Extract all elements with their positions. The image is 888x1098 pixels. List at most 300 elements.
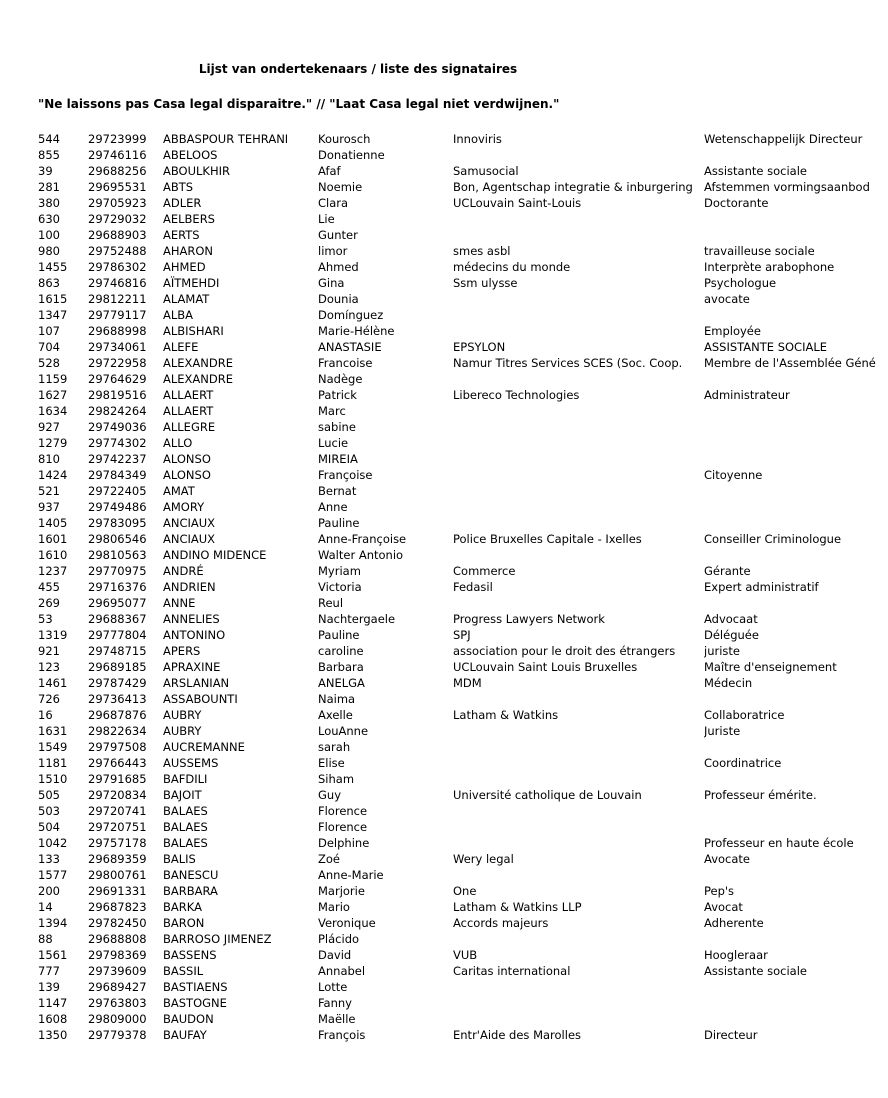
cell-registration-id: 29688903: [88, 228, 147, 242]
cell-registration-id: 29783095: [88, 516, 147, 530]
cell-number: 1610: [38, 548, 68, 562]
cell-first-name: Anne-Marie: [318, 868, 384, 882]
cell-registration-id: 29720751: [88, 820, 147, 834]
cell-number: 521: [38, 484, 60, 498]
table-row: [0, 435, 888, 451]
table-row: [0, 643, 888, 659]
cell-organization: EPSYLON: [453, 340, 506, 354]
cell-number: 16: [38, 708, 53, 722]
cell-last-name: ANDINO MIDENCE: [163, 548, 267, 562]
cell-registration-id: 29746116: [88, 148, 147, 162]
cell-last-name: ABBASPOUR TEHRANI: [163, 132, 289, 146]
cell-first-name: Domínguez: [318, 308, 384, 322]
cell-first-name: Veronique: [318, 916, 376, 930]
cell-registration-id: 29809000: [88, 1012, 147, 1026]
cell-role: Advocaat: [704, 612, 758, 626]
cell-first-name: MIREIA: [318, 452, 358, 466]
table-row: [0, 211, 888, 227]
cell-number: 269: [38, 596, 60, 610]
cell-number: 14: [38, 900, 53, 914]
cell-registration-id: 29797508: [88, 740, 147, 754]
cell-last-name: BASSENS: [163, 948, 217, 962]
cell-number: 544: [38, 132, 60, 146]
cell-number: 1424: [38, 468, 68, 482]
cell-organization: Latham & Watkins LLP: [453, 900, 582, 914]
cell-registration-id: 29695077: [88, 596, 147, 610]
cell-last-name: AÏTMEHDI: [163, 276, 220, 290]
cell-registration-id: 29687876: [88, 708, 147, 722]
cell-last-name: ANNELIES: [163, 612, 220, 626]
cell-first-name: Donatienne: [318, 148, 385, 162]
table-row: [0, 1027, 888, 1043]
cell-organization: SPJ: [453, 628, 471, 642]
cell-first-name: Gina: [318, 276, 345, 290]
cell-registration-id: 29749036: [88, 420, 147, 434]
cell-last-name: AERTS: [163, 228, 200, 242]
cell-number: 1279: [38, 436, 68, 450]
cell-number: 1549: [38, 740, 68, 754]
cell-first-name: Bernat: [318, 484, 357, 498]
cell-number: 380: [38, 196, 60, 210]
cell-organization: Accords majeurs: [453, 916, 549, 930]
cell-organization: Caritas international: [453, 964, 571, 978]
cell-last-name: BARON: [163, 916, 205, 930]
cell-role: Interprète arabophone: [704, 260, 835, 274]
cell-last-name: BALAES: [163, 820, 208, 834]
cell-number: 505: [38, 788, 60, 802]
table-row: [0, 483, 888, 499]
cell-organization: Ssm ulysse: [453, 276, 518, 290]
cell-registration-id: 29752488: [88, 244, 147, 258]
table-row: [0, 675, 888, 691]
cell-first-name: Noemie: [318, 180, 363, 194]
table-row: [0, 803, 888, 819]
cell-role: Hoogleraar: [704, 948, 768, 962]
cell-last-name: ALONSO: [163, 452, 211, 466]
cell-registration-id: 29782450: [88, 916, 147, 930]
table-row: [0, 371, 888, 387]
cell-first-name: Françoise: [318, 468, 373, 482]
cell-number: 1601: [38, 532, 68, 546]
cell-first-name: Lotte: [318, 980, 348, 994]
cell-first-name: ANELGA: [318, 676, 365, 690]
table-row: [0, 563, 888, 579]
cell-first-name: Naima: [318, 692, 356, 706]
cell-number: 1181: [38, 756, 68, 770]
cell-registration-id: 29819516: [88, 388, 147, 402]
cell-number: 980: [38, 244, 60, 258]
cell-first-name: Ahmed: [318, 260, 359, 274]
cell-registration-id: 29779378: [88, 1028, 147, 1042]
cell-role: Membre de l'Assemblée Géné: [704, 356, 876, 370]
cell-first-name: Kourosch: [318, 132, 371, 146]
cell-role: Wetenschappelijk Directeur: [704, 132, 863, 146]
cell-last-name: ALAMAT: [163, 292, 210, 306]
table-row: [0, 1011, 888, 1027]
cell-registration-id: 29689359: [88, 852, 147, 866]
cell-organization: One: [453, 884, 477, 898]
cell-registration-id: 29716376: [88, 580, 147, 594]
cell-role: Juriste: [704, 724, 741, 738]
cell-organization: Latham & Watkins: [453, 708, 559, 722]
cell-number: 455: [38, 580, 60, 594]
cell-last-name: AUCREMANNE: [163, 740, 245, 754]
cell-first-name: LouAnne: [318, 724, 369, 738]
cell-organization: Fedasil: [453, 580, 493, 594]
cell-last-name: APERS: [163, 644, 201, 658]
cell-number: 921: [38, 644, 60, 658]
cell-role: Professeur en haute école: [704, 836, 854, 850]
cell-last-name: BANESCU: [163, 868, 219, 882]
table-row: [0, 307, 888, 323]
cell-number: 927: [38, 420, 60, 434]
cell-registration-id: 29688367: [88, 612, 147, 626]
cell-organization: UCLouvain Saint Louis Bruxelles: [453, 660, 638, 674]
cell-number: 1510: [38, 772, 68, 786]
cell-first-name: Pauline: [318, 516, 360, 530]
cell-first-name: Maëlle: [318, 1012, 356, 1026]
cell-registration-id: 29786302: [88, 260, 147, 274]
table-row: [0, 499, 888, 515]
cell-last-name: BASTIAENS: [163, 980, 228, 994]
cell-first-name: Florence: [318, 820, 368, 834]
cell-role: ASSISTANTE SOCIALE: [704, 340, 828, 354]
cell-registration-id: 29757178: [88, 836, 147, 850]
cell-registration-id: 29687823: [88, 900, 147, 914]
table-row: [0, 851, 888, 867]
cell-number: 1347: [38, 308, 68, 322]
cell-number: 133: [38, 852, 60, 866]
cell-number: 1237: [38, 564, 68, 578]
cell-first-name: Annabel: [318, 964, 366, 978]
cell-last-name: AELBERS: [163, 212, 215, 226]
cell-organization: UCLouvain Saint-Louis: [453, 196, 582, 210]
cell-last-name: ABELOOS: [163, 148, 218, 162]
cell-registration-id: 29722405: [88, 484, 147, 498]
cell-number: 1319: [38, 628, 68, 642]
document-title: Lijst van ondertekenaars / liste des signataires: [198, 62, 518, 76]
table-row: [0, 323, 888, 339]
cell-role: Administrateur: [704, 388, 790, 402]
cell-first-name: Axelle: [318, 708, 353, 722]
cell-role: Déléguée: [704, 628, 759, 642]
cell-first-name: Fanny: [318, 996, 352, 1010]
cell-first-name: Francoise: [318, 356, 373, 370]
cell-first-name: Siham: [318, 772, 355, 786]
cell-number: 1147: [38, 996, 68, 1010]
cell-first-name: Zoé: [318, 852, 340, 866]
cell-number: 1634: [38, 404, 68, 418]
table-row: [0, 451, 888, 467]
cell-last-name: BASTOGNE: [163, 996, 227, 1010]
cell-number: 855: [38, 148, 60, 162]
cell-registration-id: 29691331: [88, 884, 147, 898]
cell-first-name: ANASTASIE: [318, 340, 382, 354]
table-row: [0, 899, 888, 915]
cell-first-name: Clara: [318, 196, 349, 210]
cell-role: Collaboratrice: [704, 708, 785, 722]
cell-last-name: AHARON: [163, 244, 214, 258]
cell-registration-id: 29689427: [88, 980, 147, 994]
cell-number: 1615: [38, 292, 68, 306]
cell-role: Assistante sociale: [704, 964, 807, 978]
cell-first-name: limor: [318, 244, 348, 258]
cell-registration-id: 29779117: [88, 308, 147, 322]
table-row: [0, 947, 888, 963]
cell-last-name: BAJOIT: [163, 788, 202, 802]
table-row: [0, 691, 888, 707]
cell-last-name: AMAT: [163, 484, 195, 498]
cell-registration-id: 29777804: [88, 628, 147, 642]
cell-last-name: ALBISHARI: [163, 324, 224, 338]
cell-number: 810: [38, 452, 60, 466]
table-row: [0, 819, 888, 835]
cell-number: 88: [38, 932, 53, 946]
cell-role: Expert administratif: [704, 580, 819, 594]
cell-first-name: Nadège: [318, 372, 363, 386]
cell-last-name: ANDRÉ: [163, 564, 204, 578]
cell-last-name: ALLO: [163, 436, 193, 450]
cell-role: Assistante sociale: [704, 164, 807, 178]
table-row: [0, 163, 888, 179]
cell-last-name: ANCIAUX: [163, 516, 216, 530]
table-row: [0, 995, 888, 1011]
cell-number: 630: [38, 212, 60, 226]
cell-organization: Innoviris: [453, 132, 502, 146]
cell-role: Avocate: [704, 852, 750, 866]
table-row: [0, 915, 888, 931]
cell-last-name: ANDRIEN: [163, 580, 216, 594]
cell-organization: Samusocial: [453, 164, 519, 178]
cell-registration-id: 29688256: [88, 164, 147, 178]
cell-last-name: BARKA: [163, 900, 202, 914]
table-row: [0, 195, 888, 211]
cell-number: 503: [38, 804, 60, 818]
table-row: [0, 467, 888, 483]
cell-first-name: sarah: [318, 740, 351, 754]
cell-registration-id: 29766443: [88, 756, 147, 770]
cell-number: 1042: [38, 836, 68, 850]
cell-registration-id: 29689185: [88, 660, 147, 674]
cell-registration-id: 29748715: [88, 644, 147, 658]
table-row: [0, 835, 888, 851]
cell-organization: médecins du monde: [453, 260, 571, 274]
table-row: [0, 547, 888, 563]
cell-last-name: ALLEGRE: [163, 420, 216, 434]
cell-registration-id: 29822634: [88, 724, 147, 738]
cell-registration-id: 29770975: [88, 564, 147, 578]
cell-registration-id: 29739609: [88, 964, 147, 978]
cell-first-name: sabine: [318, 420, 356, 434]
table-row: [0, 355, 888, 371]
cell-last-name: ANNE: [163, 596, 196, 610]
cell-organization: association pour le droit des étrangers: [453, 644, 676, 658]
cell-role: Adherente: [704, 916, 764, 930]
cell-last-name: ASSABOUNTI: [163, 692, 238, 706]
cell-registration-id: 29688808: [88, 932, 147, 946]
table-row: [0, 595, 888, 611]
table-row: [0, 131, 888, 147]
cell-number: 528: [38, 356, 60, 370]
cell-last-name: BAFDILI: [163, 772, 208, 786]
document-subtitle: "Ne laissons pas Casa legal disparaitre." // "Laat Casa legal niet verdwijnen.": [38, 97, 560, 111]
cell-registration-id: 29695531: [88, 180, 147, 194]
cell-registration-id: 29810563: [88, 548, 147, 562]
table-row: [0, 403, 888, 419]
cell-last-name: BASSIL: [163, 964, 204, 978]
cell-registration-id: 29688998: [88, 324, 147, 338]
cell-number: 123: [38, 660, 60, 674]
cell-first-name: Marjorie: [318, 884, 365, 898]
cell-number: 777: [38, 964, 60, 978]
table-row: [0, 243, 888, 259]
table-row: [0, 963, 888, 979]
cell-first-name: Dounia: [318, 292, 359, 306]
cell-registration-id: 29720741: [88, 804, 147, 818]
table-row: [0, 627, 888, 643]
cell-role: Employée: [704, 324, 761, 338]
cell-role: Afstemmen vormingsaanbod: [704, 180, 870, 194]
cell-role: Citoyenne: [704, 468, 763, 482]
cell-registration-id: 29800761: [88, 868, 147, 882]
cell-number: 1608: [38, 1012, 68, 1026]
table-row: [0, 771, 888, 787]
cell-role: Directeur: [704, 1028, 758, 1042]
cell-last-name: AMORY: [163, 500, 205, 514]
table-row: [0, 867, 888, 883]
cell-organization: smes asbl: [453, 244, 511, 258]
cell-number: 1561: [38, 948, 68, 962]
cell-role: Professeur émérite.: [704, 788, 817, 802]
cell-last-name: ALEFE: [163, 340, 199, 354]
table-row: [0, 979, 888, 995]
cell-first-name: Guy: [318, 788, 342, 802]
cell-registration-id: 29812211: [88, 292, 147, 306]
cell-last-name: AUSSEMS: [163, 756, 219, 770]
table-row: [0, 275, 888, 291]
cell-last-name: ADLER: [163, 196, 202, 210]
cell-number: 504: [38, 820, 60, 834]
cell-registration-id: 29787429: [88, 676, 147, 690]
cell-registration-id: 29806546: [88, 532, 147, 546]
cell-role: Conseiller Criminologue: [704, 532, 842, 546]
table-row: [0, 787, 888, 803]
cell-role: Maître d'enseignement: [704, 660, 837, 674]
cell-last-name: ALLAERT: [163, 388, 214, 402]
cell-number: 53: [38, 612, 53, 626]
cell-first-name: Mario: [318, 900, 350, 914]
cell-last-name: AUBRY: [163, 724, 202, 738]
cell-first-name: Afaf: [318, 164, 341, 178]
cell-last-name: ABOULKHIR: [163, 164, 231, 178]
cell-last-name: AHMED: [163, 260, 206, 274]
cell-first-name: Barbara: [318, 660, 364, 674]
table-row: [0, 259, 888, 275]
table-row: [0, 419, 888, 435]
cell-organization: Police Bruxelles Capitale - Ixelles: [453, 532, 642, 546]
cell-first-name: Lie: [318, 212, 335, 226]
cell-first-name: Lucie: [318, 436, 349, 450]
cell-organization: Progress Lawyers Network: [453, 612, 605, 626]
cell-last-name: BALIS: [163, 852, 196, 866]
cell-last-name: BALAES: [163, 804, 208, 818]
cell-registration-id: 29720834: [88, 788, 147, 802]
cell-first-name: François: [318, 1028, 366, 1042]
cell-role: Doctorante: [704, 196, 769, 210]
table-row: [0, 515, 888, 531]
table-row: [0, 723, 888, 739]
cell-number: 704: [38, 340, 60, 354]
cell-number: 1631: [38, 724, 68, 738]
cell-number: 863: [38, 276, 60, 290]
cell-role: Avocat: [704, 900, 743, 914]
cell-organization: Commerce: [453, 564, 516, 578]
table-row: [0, 611, 888, 627]
cell-last-name: APRAXINE: [163, 660, 221, 674]
table-row: [0, 179, 888, 195]
cell-registration-id: 29705923: [88, 196, 147, 210]
cell-organization: Wery legal: [453, 852, 514, 866]
cell-first-name: Elise: [318, 756, 345, 770]
cell-first-name: Delphine: [318, 836, 370, 850]
cell-organization: Université catholique de Louvain: [453, 788, 642, 802]
cell-organization: VUB: [453, 948, 478, 962]
cell-first-name: David: [318, 948, 352, 962]
cell-number: 1405: [38, 516, 68, 530]
cell-number: 39: [38, 164, 53, 178]
cell-last-name: ARSLANIAN: [163, 676, 230, 690]
table-row: [0, 883, 888, 899]
cell-role: Psychologue: [704, 276, 777, 290]
cell-role: Coordinatrice: [704, 756, 782, 770]
table-row: [0, 147, 888, 163]
cell-number: 1627: [38, 388, 68, 402]
cell-first-name: Nachtergaele: [318, 612, 396, 626]
cell-number: 139: [38, 980, 60, 994]
cell-number: 100: [38, 228, 60, 242]
cell-role: Médecin: [704, 676, 753, 690]
cell-last-name: BALAES: [163, 836, 208, 850]
table-row: [0, 755, 888, 771]
cell-organization: Libereco Technologies: [453, 388, 580, 402]
cell-registration-id: 29742237: [88, 452, 147, 466]
cell-first-name: Anne: [318, 500, 348, 514]
cell-number: 1350: [38, 1028, 68, 1042]
cell-role: Gérante: [704, 564, 751, 578]
cell-registration-id: 29722958: [88, 356, 147, 370]
cell-number: 1159: [38, 372, 68, 386]
cell-organization: MDM: [453, 676, 482, 690]
table-row: [0, 339, 888, 355]
cell-first-name: Patrick: [318, 388, 357, 402]
cell-last-name: BARROSO JIMENEZ: [163, 932, 272, 946]
cell-number: 1461: [38, 676, 68, 690]
cell-registration-id: 29824264: [88, 404, 147, 418]
cell-first-name: Gunter: [318, 228, 358, 242]
cell-number: 1577: [38, 868, 68, 882]
cell-last-name: ALBA: [163, 308, 194, 322]
table-row: [0, 291, 888, 307]
cell-first-name: Florence: [318, 804, 368, 818]
signatories-table: [0, 131, 888, 1043]
cell-first-name: Pauline: [318, 628, 360, 642]
cell-number: 281: [38, 180, 60, 194]
cell-registration-id: 29723999: [88, 132, 147, 146]
cell-role: travailleuse sociale: [704, 244, 815, 258]
cell-last-name: ABTS: [163, 180, 194, 194]
cell-registration-id: 29736413: [88, 692, 147, 706]
cell-first-name: Plácido: [318, 932, 360, 946]
